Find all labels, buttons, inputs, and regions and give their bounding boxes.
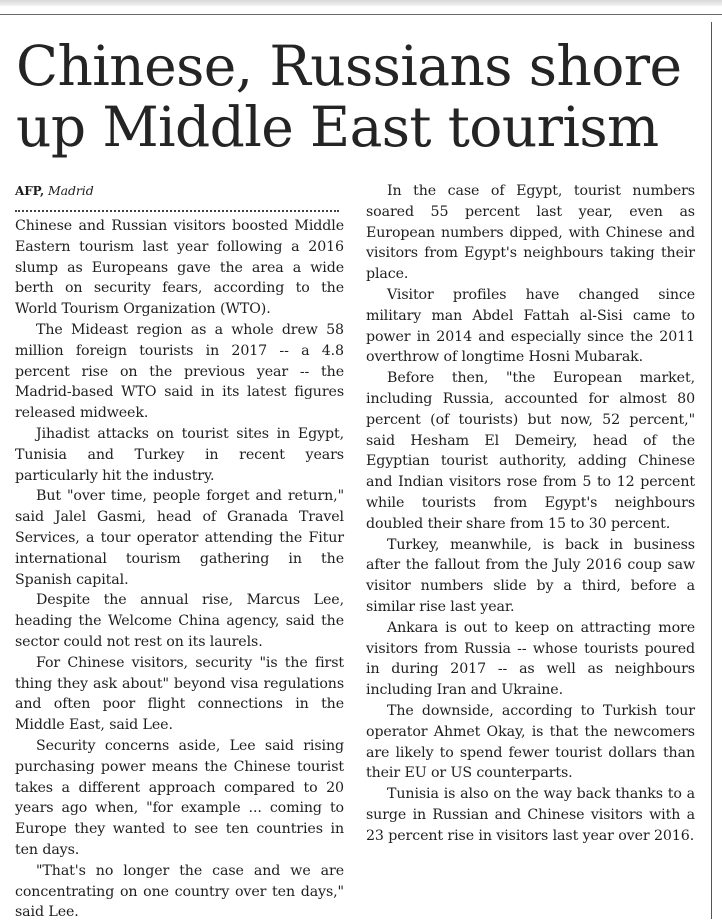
paragraph: Visitor profiles have changed since military man Abdel Fattah al-Sisi came to power in 2014 and especially since the 2011 overthrow of longtime Hosni Mubarak. — [366, 286, 695, 366]
paragraph: For Chinese visitors, security "is the first thing they ask about" beyond visa regulations and often poor flight connections in the Middle East, said Lee. — [15, 654, 344, 734]
paragraph: The downside, according to Turkish tour operator Ahmet Okay, is that the newcomers are likely to spend fewer tourist dollars than their EU or US counterparts. — [366, 702, 695, 782]
top-rule — [0, 14, 722, 15]
paragraph: Before then, "the European market, including Russia, accounted for almost 80 percent (of tourists) but now, 52 percent," said Hesham El Demeiry, head of the Egyptian tourist authority, adding Chinese and Indian visitors rose from 5 to 12 percent while tourists from Egypt's neighbours doubled their share from 15 to 30 percent. — [366, 370, 695, 532]
headline: Chinese, Russians shore up Middle East tourism — [16, 34, 682, 159]
column-rule-right — [711, 22, 712, 919]
paragraph: But "over time, people forget and return," said Jalel Gasmi, head of Granada Travel Services, a tour operator attending the Fitur international tourism gathering in the Spanish capital. — [15, 488, 344, 588]
byline — [15, 181, 344, 202]
byline-agency: AFP, — [15, 184, 45, 198]
top-page-strip — [0, 0, 722, 6]
paragraph: Ankara is out to keep on attracting more visitors from Russia -- whose tourists poured in during 2017 -- as well as neighbours including Iran and Ukraine. — [366, 619, 695, 699]
paragraph: Despite the annual rise, Marcus Lee, heading the Welcome China agency, said the sector could not rest on its laurels. — [15, 592, 344, 650]
byline-divider — [15, 210, 339, 212]
paragraph: Tunisia is also on the way back thanks to a surge in Russian and Chinese visitors with a 23 percent rise in visitors last year over 2016. — [366, 786, 695, 844]
paragraph: Chinese and Russian visitors boosted Middle Eastern tourism last year following a 2016 slump as Europeans gave the area a wide berth on security fears, according to the World Tourism Organization (WTO). — [15, 218, 344, 318]
paragraph: Jihadist attacks on tourist sites in Egypt, Tunisia and Turkey in recent years particularly hit the industry. — [15, 425, 344, 484]
byline-place: Madrid — [47, 183, 94, 198]
paragraph: "That's no longer the case and we are concentrating on one country over ten days," said Lee. — [15, 862, 344, 921]
article-column-left — [15, 181, 344, 923]
article-column-right — [366, 181, 695, 847]
paragraph: Security concerns aside, Lee said rising purchasing power means the Chinese tourist takes a different approach compared to 20 years ago when, "for example ... coming to Europe they wanted to see ten countries in ten days. — [15, 737, 344, 858]
paragraph: In the case of Egypt, tourist numbers soared 55 percent last year, even as European numbers dipped, with Chinese and visitors from Egypt's neighbours taking their place. — [366, 183, 695, 283]
paragraph: Turkey, meanwhile, is back in business after the fallout from the July 2016 coup saw visitor numbers slide by a third, before a similar rise last year. — [366, 536, 695, 615]
paragraph: The Mideast region as a whole drew 58 million foreign tourists in 2017 -- a 4.8 percent rise on the previous year -- the Madrid-based WTO said in its latest figures released midweek. — [15, 321, 344, 422]
